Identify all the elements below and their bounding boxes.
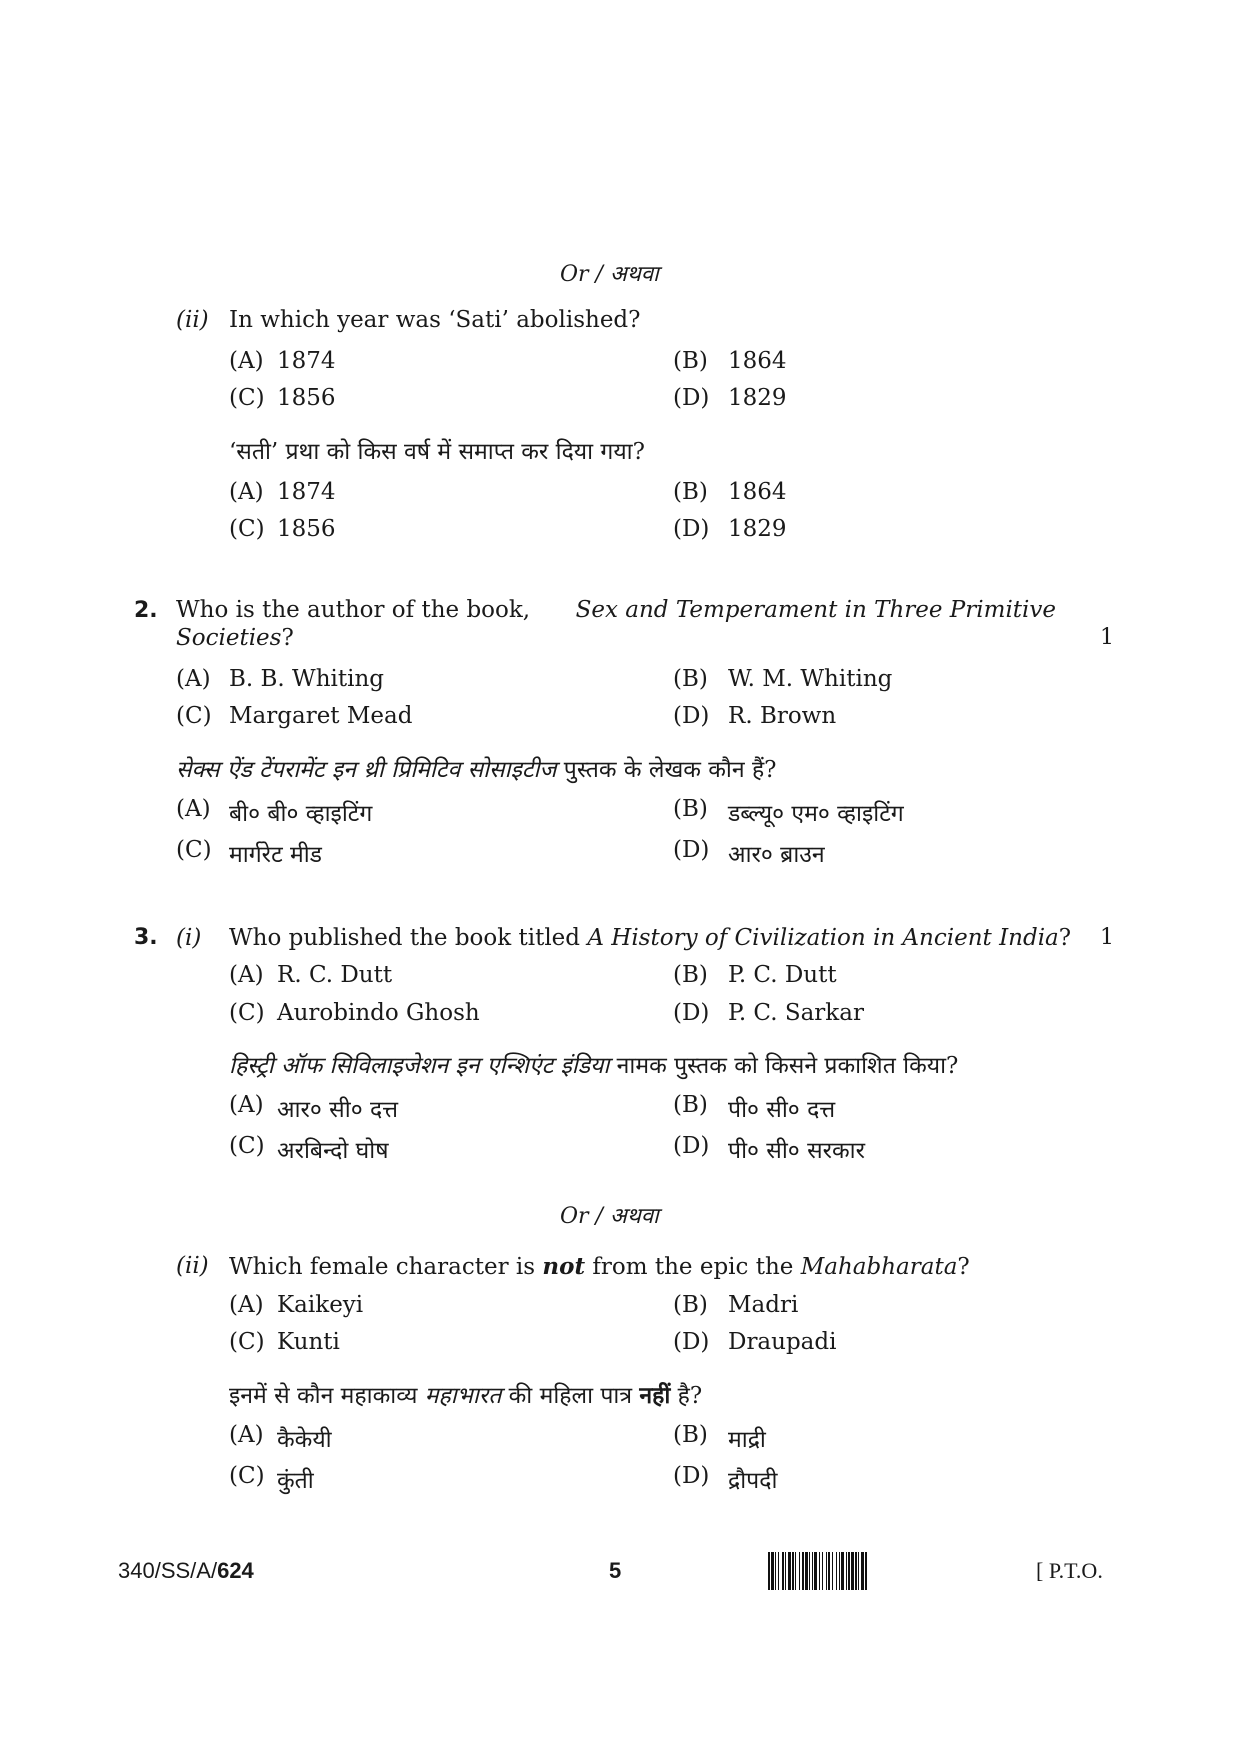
question-mark: ? [281, 625, 294, 651]
option-text: डब्ल्यू० एम० व्हाइटिंग [728, 801, 904, 827]
book-title-hi: हिस्ट्री ऑफ सिविलाइजेशन इन एन्शिएंट इंडिया [229, 1053, 610, 1079]
option-key: (D) [673, 703, 710, 729]
question-text-hi-post: है? [677, 1383, 703, 1409]
option-text: बी० बी० व्हाइटिंग [229, 801, 373, 827]
option-key: (D) [673, 1133, 710, 1159]
option-text: Aurobindo Ghosh [277, 1000, 480, 1026]
option-key: (B) [673, 1292, 708, 1318]
question-mark: ? [957, 1254, 970, 1280]
option-key: (D) [673, 837, 710, 863]
option-key: (C) [229, 1000, 265, 1026]
option-text: R. Brown [728, 703, 837, 729]
option-key: (C) [229, 1133, 265, 1159]
option-key: (D) [673, 1000, 710, 1026]
option-key: (A) [176, 796, 211, 822]
sub-label: (i) [176, 925, 202, 951]
question-number: 3. [134, 925, 158, 950]
sub-label: (ii) [176, 307, 209, 333]
option-key: (A) [229, 1292, 264, 1318]
question-text-hi-post: पुस्तक के लेखक कौन हैं? [563, 757, 777, 783]
book-title-hi: सेक्स ऐंड टेंपरामेंट इन थ्री प्रिमिटिव सोसाइटीज [176, 757, 557, 783]
option-text: 1829 [728, 516, 787, 542]
sub-label: (ii) [176, 1253, 209, 1279]
option-key: (C) [229, 1329, 265, 1355]
option-key: (A) [229, 1092, 264, 1118]
paper-code-number: 624 [217, 1558, 254, 1583]
epic-title: Mahabharata [800, 1254, 958, 1280]
option-key: (B) [673, 1422, 708, 1448]
question-text-hi: ‘सती’ प्रथा को किस वर्ष में समाप्त कर दिया गया? [229, 439, 645, 465]
option-text: Draupadi [728, 1329, 837, 1355]
option-text: 1874 [277, 479, 336, 505]
question-text-hi [229, 1378, 702, 1410]
option-text: Madri [728, 1292, 799, 1318]
question-text-en [229, 1253, 970, 1280]
option-text: 1864 [728, 348, 787, 374]
question-mark: ? [1058, 925, 1072, 951]
question-text-en [229, 925, 1071, 951]
question-text-en: In which year was ‘Sati’ abolished? [229, 307, 641, 333]
epic-title-hi: महाभारत [424, 1383, 502, 1409]
option-text: Margaret Mead [229, 703, 413, 729]
option-key: (A) [176, 666, 211, 692]
option-key: (B) [673, 796, 708, 822]
question-text-hi-post: नामक पुस्तक को किसने प्रकाशित किया? [616, 1053, 959, 1079]
barcode-icon [768, 1552, 1018, 1590]
book-title-cont: Societies [176, 625, 282, 651]
option-key: (C) [229, 1463, 265, 1489]
book-title: Sex and Temperament in Three Primitive [575, 597, 1056, 623]
paper-code-prefix: 340/SS/A/ [118, 1558, 218, 1583]
or-divider: Or / अथवा [560, 262, 659, 287]
question-text-en-line1 [176, 597, 1056, 623]
option-text: W. M. Whiting [728, 666, 893, 692]
question-text-hi [176, 752, 777, 784]
option-text: P. C. Dutt [728, 962, 837, 988]
option-text: आर० सी० दत्त [277, 1097, 399, 1123]
option-text: कैकेयी [277, 1427, 332, 1453]
option-key: (C) [229, 516, 265, 542]
question-text-pre: Who is the author of the book, [176, 597, 531, 623]
option-key: (B) [673, 348, 708, 374]
emphasis-not: not [542, 1253, 586, 1280]
question-text-pre: Who published the book titled [229, 925, 581, 951]
question-text-hi-mid: की महिला पात्र [508, 1383, 633, 1409]
option-key: (D) [673, 516, 710, 542]
option-key: (A) [229, 479, 264, 505]
option-text: अरबिन्दो घोष [277, 1138, 389, 1164]
option-key: (C) [176, 703, 212, 729]
question-text-mid: from the epic the [592, 1254, 794, 1280]
emphasis-not-hi: नहीं [639, 1382, 671, 1409]
question-text-hi-pre: इनमें से कौन महाकाव्य [229, 1383, 418, 1409]
or-divider: Or / अथवा [560, 1204, 659, 1229]
option-key: (A) [229, 962, 264, 988]
option-key: (A) [229, 348, 264, 374]
option-text: 1856 [277, 385, 336, 411]
option-text: 1874 [277, 348, 336, 374]
option-text: 1864 [728, 479, 787, 505]
option-key: (B) [673, 666, 708, 692]
marks: 1 [1100, 625, 1114, 650]
option-text: P. C. Sarkar [728, 1000, 864, 1026]
option-key: (B) [673, 1092, 708, 1118]
paper-code [118, 1558, 254, 1584]
book-title: A History of Civilization in Ancient India [587, 925, 1059, 951]
page-number: 5 [609, 1558, 622, 1583]
option-text: कुंती [277, 1468, 314, 1494]
option-key: (C) [176, 837, 212, 863]
pto-label: [ P.T.O. [1036, 1558, 1103, 1583]
option-key: (D) [673, 1329, 710, 1355]
option-text: 1829 [728, 385, 787, 411]
question-text-en-line2 [176, 625, 294, 651]
option-text: Kunti [277, 1329, 340, 1355]
option-text: R. C. Dutt [277, 962, 393, 988]
option-key: (D) [673, 385, 710, 411]
option-key: (B) [673, 479, 708, 505]
option-text: पी० सी० दत्त [728, 1097, 836, 1123]
question-number: 2. [134, 598, 158, 623]
question-text-pre: Which female character is [229, 1254, 536, 1280]
marks: 1 [1100, 925, 1114, 950]
option-key: (B) [673, 962, 708, 988]
option-key: (A) [229, 1422, 264, 1448]
option-text: माद्री [728, 1427, 766, 1453]
option-text: पी० सी० सरकार [728, 1138, 866, 1164]
option-text: B. B. Whiting [229, 666, 384, 692]
option-text: मार्गरेट मीड [229, 842, 322, 868]
option-text: 1856 [277, 516, 336, 542]
option-text: द्रौपदी [728, 1468, 778, 1494]
option-key: (D) [673, 1463, 710, 1489]
option-key: (C) [229, 385, 265, 411]
question-text-hi [229, 1048, 958, 1080]
option-text: आर० ब्राउन [728, 842, 825, 868]
option-text: Kaikeyi [277, 1292, 364, 1318]
